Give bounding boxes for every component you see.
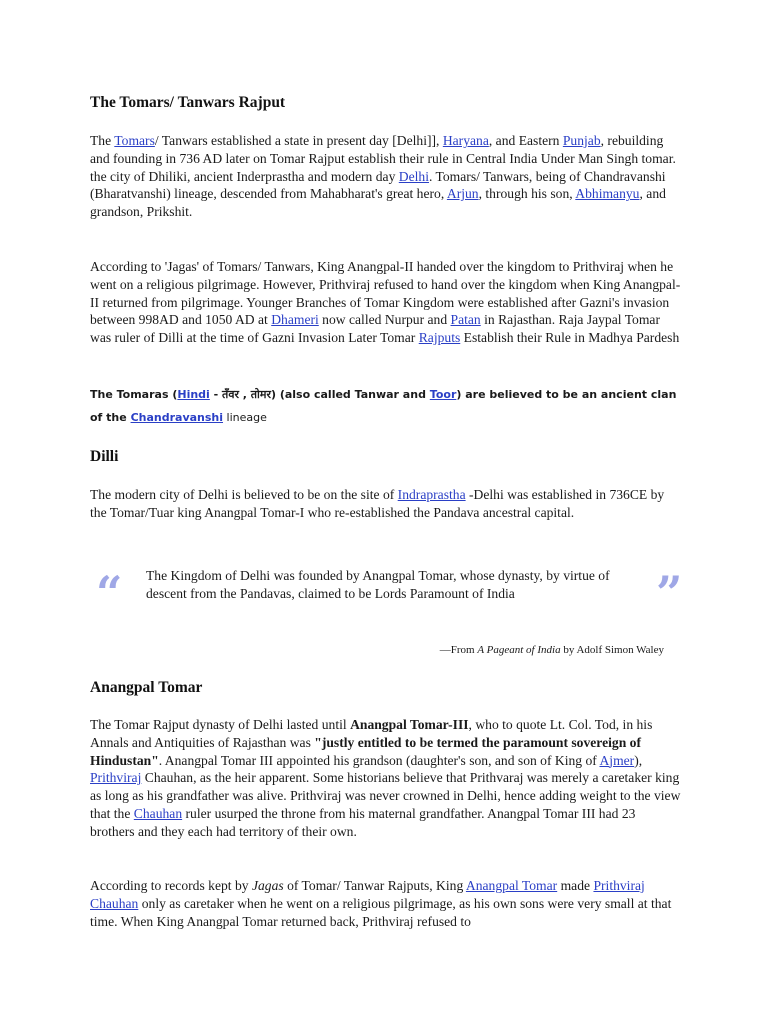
link-prithviraj-chauhan[interactable]: Prithviraj Chauhan: [90, 878, 645, 911]
heading-dilli: Dilli: [90, 448, 119, 465]
link-rajputs[interactable]: Rajputs: [418, 330, 461, 346]
link-haryana[interactable]: Haryana: [442, 133, 489, 148]
link-anangpal-tomar[interactable]: Anangpal Tomar: [465, 878, 558, 893]
link-indraprastha[interactable]: Indraprastha: [397, 487, 466, 502]
link-chauhan[interactable]: Chauhan: [133, 805, 183, 821]
attribution-book-title: A Pageant of India: [477, 644, 561, 656]
paragraph-delhi-founding: The modern city of Delhi is believed to be on the site of Indraprastha -Delhi was established in 736CE by the Tomar/Tuar king Anangpal Tomar-I who re-established the Pandava ancestral capital.: [90, 487, 665, 520]
link-hindi[interactable]: Hindi: [177, 388, 210, 401]
paragraph-tomar-dynasty: The Tomar Rajput dynasty of Delhi lasted until Anangpal Tomar-III, who to quote Lt. Col. Tod, in his Annals and Antiquities of Rajasthan was "justly entitled to be termed the paramount sovereign of Hindustan". Anangpal Tomar III appointed his grandson (daughter's son, and son of King of Ajmer), Prithviraj Chauhan, as the heir apparent. Some historians believe that Prithvaraj was merely a caretaker king as long as his grandfather was alive. Prithviraj was never crowned in Delhi, hence adding weight to the view that the Chauhan ruler usurped the throne from his maternal grandfather. Anangpal Tomar III had 23 brothers and they each had territory of their own.: [90, 717, 681, 839]
italic-jagas: Jagas: [251, 878, 284, 893]
quote-text: The Kingdom of Delhi was founded by Anangpal Tomar, whose dynasty, by virtue of descent from the Pandavas, claimed to be Lords Paramount of India: [146, 568, 610, 601]
link-dhameri[interactable]: Dhameri: [271, 312, 319, 328]
link-prithviraj[interactable]: Prithviraj: [90, 770, 142, 786]
close-quote-mark: ”: [656, 566, 683, 620]
link-arjun[interactable]: Arjun: [446, 186, 479, 202]
link-patan[interactable]: Patan: [450, 312, 481, 328]
paragraph-jagas-records: According to records kept by Jagas of Tomar/ Tanwar Rajputs, King Anangpal Tomar made Prithviraj Chauhan only as caretaker when he went on a religious pilgrimage, as his own sons were very small at that time. When King Anangpal Tomar returned back, Prithviraj refused to: [90, 878, 672, 929]
link-abhimanyu[interactable]: Abhimanyu: [575, 186, 640, 202]
link-tomars[interactable]: Tomars: [114, 133, 155, 148]
paragraph-tomaras-clan: The Tomaras (Hindi - तँवर , तोमर) (also called Tanwar and Toor) are believed to be an ancient clan of the Chandravanshi lineage: [90, 388, 677, 424]
paragraph-tomars-intro: The Tomars/ Tanwars established a state in present day [Delhi]], Haryana, and Eastern Punjab, rebuilding and founding in 736 AD later on Tomar Rajput establish their rule in Central India Under Man Singh tomar. the city of Dhiliki, ancient Inderprastha and modern day Delhi. Tomars/ Tanwars, being of Chandravanshi (Bharatvanshi) lineage, descended from Mahabharat's great hero, Arjun, through his son, Abhimanyu, and grandson, Prikshit.: [90, 133, 676, 220]
heading-anangpal-tomar: Anangpal Tomar: [90, 679, 203, 696]
open-quote-mark: “: [96, 566, 123, 620]
heading-tomars-tanwars: The Tomars/ Tanwars Rajput: [90, 94, 286, 111]
link-delhi[interactable]: Delhi: [398, 168, 429, 184]
link-punjab[interactable]: Punjab: [562, 133, 601, 148]
link-ajmer[interactable]: Ajmer: [599, 752, 635, 768]
quote-attribution: —From A Pageant of India by Adolf Simon Waley: [439, 644, 664, 656]
bold-anangpal-tomar-iii: Anangpal Tomar-III: [350, 717, 469, 732]
bold-tod-quote: "justly entitled to be termed the paramount sovereign of Hindustan": [90, 734, 641, 768]
link-toor[interactable]: Toor: [429, 388, 457, 401]
link-chandravanshi[interactable]: Chandravanshi: [130, 411, 224, 424]
paragraph-jagas-anangpal: According to 'Jagas' of Tomars/ Tanwars, King Anangpal-II handed over the kingdom to Prithviraj when he went on a religious pilgrimage. However, Prithviraj refused to hand over the kingdom when King Anangpal-II returned from pilgrimage. Younger Branches of Tomar Kingdom were established after Gazni's invasion between 998AD and 1050 AD at Dhameri now called Nurpur and Patan in Rajasthan. Raja Jaypal Tomar was ruler of Dilli at the time of Gazni Invasion Later Tomar Rajputs Establish their Rule in Madhya Pardesh: [90, 259, 681, 346]
blockquote: [90, 566, 682, 666]
